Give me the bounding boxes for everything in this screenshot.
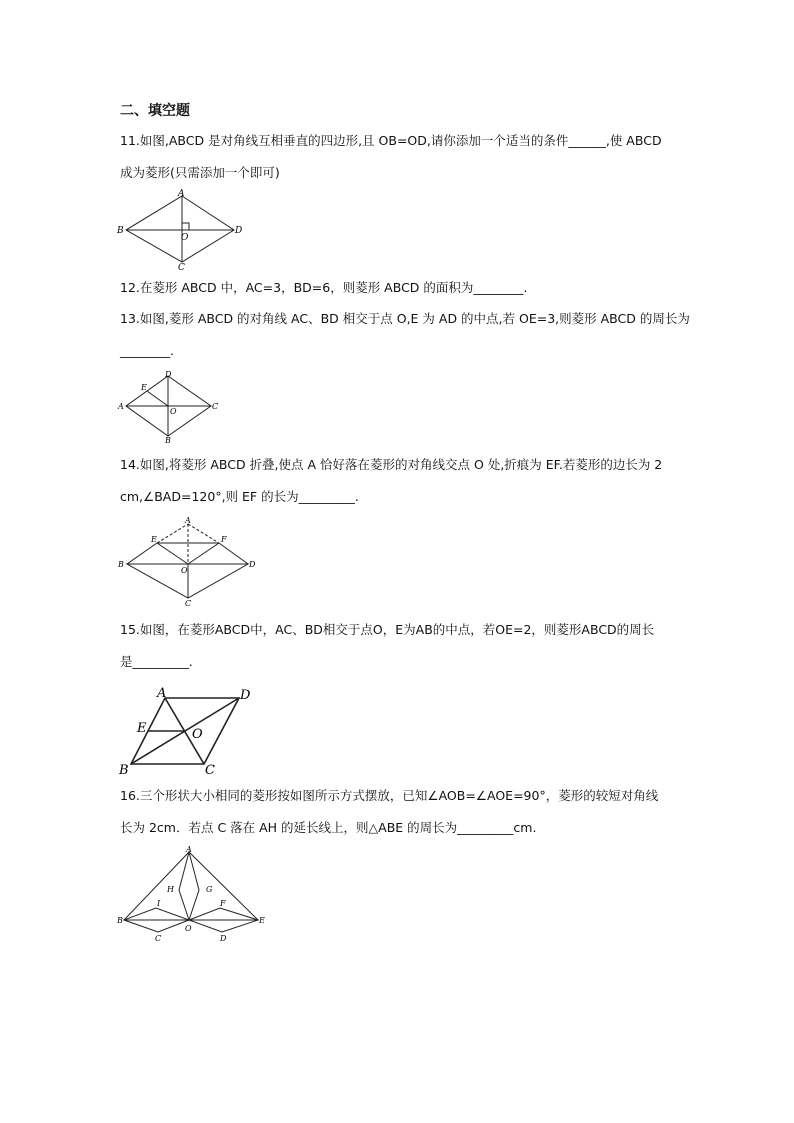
- q16-label-e: E: [259, 916, 265, 925]
- q13-segment-oe: [147, 391, 168, 406]
- q14-dashed-af: [188, 524, 219, 543]
- q14-label-f: F: [221, 535, 227, 544]
- q11-text-line2: 成为菱形(只需添加一个即可): [120, 165, 280, 180]
- q13-text-line2: ________.: [120, 343, 174, 358]
- q13-text-line1: 13.如图,菱形 ABCD 的对角线 AC、BD 相交于点 O,E 为 AD 的中点,若 OE=3,则菱形 ABCD 的周长为: [120, 311, 690, 326]
- q14-dashed-ea: [157, 524, 188, 543]
- q15-text-line1: 15.如图，在菱形ABCD中，AC、BD相交于点O，E为AB的中点，若OE=2，则菱形ABCD的周长: [120, 622, 655, 637]
- q15-label-b: B: [119, 763, 129, 776]
- q11-label-d: D: [235, 226, 243, 236]
- q11-right-angle-mark: [182, 223, 189, 230]
- q15-rhombus-figure: [114, 682, 259, 776]
- q14-label-o: O: [181, 566, 188, 575]
- q16-rhombus-middle: [179, 852, 199, 920]
- q16-label-b: B: [117, 916, 123, 925]
- q15-label-e: E: [137, 721, 147, 736]
- q14-side-ad-lower: [219, 543, 248, 564]
- q16-text-line1: 16.三个形状大小相同的菱形按如图所示方式摆放，已知∠AOB=∠AOE=90°，菱形的较短对角线: [120, 788, 659, 803]
- q15-label-a: A: [157, 686, 167, 701]
- section-title: 二、填空题: [120, 103, 190, 119]
- q13-label-c: C: [212, 402, 219, 411]
- q15-text-line2: 是_________.: [120, 654, 193, 669]
- q13-label-b: B: [165, 436, 171, 444]
- q12-text-line1: 12.在菱形 ABCD 中，AC=3，BD=6，则菱形 ABCD 的面积为________.: [120, 280, 528, 295]
- q13-label-a: A: [118, 402, 124, 411]
- q14-text-line1: 14.如图,将菱形 ABCD 折叠,使点 A 恰好落在菱形的对角线交点 O 处,折痕为 EF.若菱形的边长为 2: [120, 457, 663, 472]
- q16-label-o: O: [185, 924, 192, 933]
- q14-fold-eo: [157, 543, 188, 564]
- q14-text-line2: cm,∠BAD=120°,则 EF 的长为_________.: [120, 489, 359, 504]
- q11-label-a: A: [178, 189, 185, 199]
- q16-side-ab: [124, 852, 189, 920]
- q13-rhombus-figure: [115, 368, 225, 444]
- q15-label-o: O: [192, 727, 203, 742]
- q16-label-g: G: [206, 885, 213, 894]
- q16-label-i: I: [157, 899, 161, 908]
- q14-label-d: D: [249, 560, 256, 569]
- q13-label-e: E: [141, 383, 147, 392]
- q14-label-e: E: [151, 535, 157, 544]
- q14-label-c: C: [185, 599, 192, 608]
- q11-rhombus-figure: [114, 188, 244, 270]
- q13-label-d: D: [165, 370, 172, 379]
- q16-label-h: H: [167, 885, 174, 894]
- q16-side-ae: [189, 852, 258, 920]
- q14-label-b: B: [118, 560, 124, 569]
- q16-label-f: F: [220, 899, 226, 908]
- q11-label-o: O: [181, 233, 189, 243]
- q16-label-c: C: [155, 934, 162, 942]
- q11-label-c: C: [178, 263, 185, 270]
- q11-label-b: B: [117, 226, 124, 236]
- q11-rhombus: [126, 196, 234, 262]
- q16-rhombus-figure: [114, 842, 272, 942]
- q15-label-d: D: [240, 688, 251, 703]
- q13-label-o: O: [170, 407, 177, 416]
- q14-rhombus-figure: [115, 514, 265, 608]
- q15-label-c: C: [205, 763, 215, 776]
- q16-text-line2: 长为 2cm．若点 C 落在 AH 的延长线上，则△ABE 的周长为_________cm.: [120, 820, 537, 835]
- q14-fold-fo: [188, 543, 219, 564]
- q16-label-d: D: [220, 934, 227, 942]
- q11-text-line1: 11.如图,ABCD 是对角线互相垂直的四边形,且 OB=OD,请你添加一个适当的条件______,使 ABCD: [120, 133, 662, 148]
- q16-label-a: A: [186, 845, 192, 854]
- q14-side-ab-lower: [127, 543, 157, 564]
- q14-label-a: A: [185, 516, 191, 525]
